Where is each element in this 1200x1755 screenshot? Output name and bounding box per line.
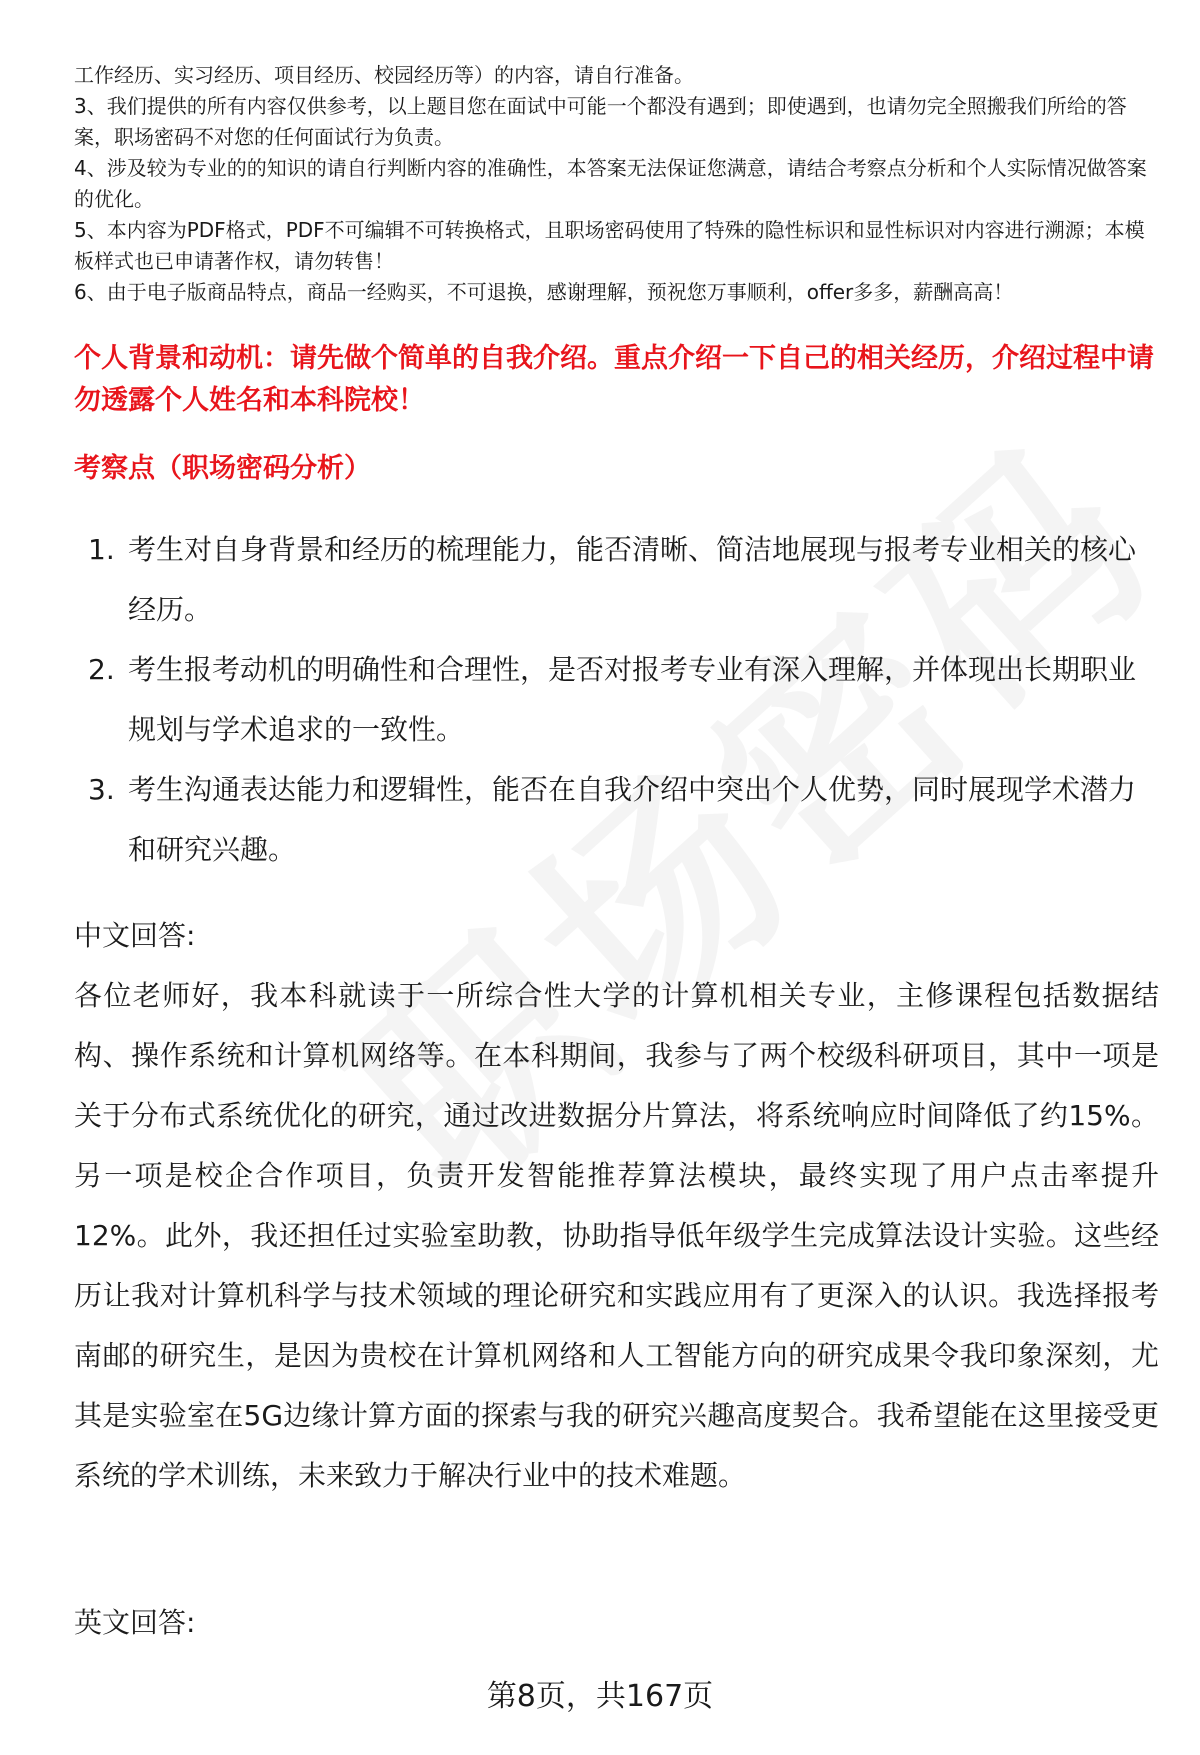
point-text: 考生对自身背景和经历的梳理能力，能否清晰、简洁地展现与报考专业相关的核心经历。 (128, 533, 1137, 626)
notice-item: 工作经历、实习经历、项目经历、校园经历等）的内容，请自行准备。 (74, 63, 694, 87)
notice-item: 4、涉及较为专业的的知识的请自行判断内容的准确性，本答案无法保证您满意，请结合考察点分析和个人实际情况做答案的优化。 (74, 156, 1147, 211)
answer-cn-text: 各位老师好，我本科就读于一所综合性大学的计算机相关专业，主修课程包括数据结构、操作系统和计算机网络等。在本科期间，我参与了两个校级科研项目，其中一项是关于分布式系统优化的研究，通过改进数据分片算法，将系统响应时间降低了约15%。另一项是校企合作项目，负责开发智能推荐算法模块，最终实现了用户点击率提升12%。此外，我还担任过实验室助教，协助指导低年级学生完成算法设计实验。这些经历让我对计算机科学与技术领域的理论研究和实践应用有了更深入的认识。我选择报考南邮的研究生，是因为贵校在计算机网络和人工智能方向的研究成果令我印象深刻，尤其是实验室在5G边缘计算方面的探索与我的研究兴趣高度契合。我希望能在这里接受更系统的学术训练，未来致力于解决行业中的技术难题。 (74, 979, 1159, 1492)
point-number: 3. (88, 773, 115, 806)
question-heading: 个人背景和动机：请先做个简单的自我介绍。重点介绍一下自己的相关经历，介绍过程中请勿透露个人姓名和本科院校！ (74, 343, 1154, 416)
point-text: 考生报考动机的明确性和合理性，是否对报考专业有深入理解，并体现出长期职业规划与学术追求的一致性。 (128, 653, 1137, 746)
notice-item: 6、由于电子版商品特点，商品一经购买，不可退换，感谢理解，预祝您万事顺利，offer多多，薪酬高高！ (74, 280, 1014, 304)
page-footer: 第8页，共167页 (486, 1679, 714, 1714)
point-item (74, 520, 1154, 640)
point-number: 2. (88, 653, 115, 686)
points-list (74, 520, 1154, 880)
answer-cn-label: 中文回答: (74, 919, 196, 952)
points-title: 考察点（职场密码分析） (74, 453, 371, 484)
answer-en-label: 英文回答: (74, 1606, 196, 1639)
notice-item: 5、本内容为PDF格式，PDF不可编辑不可转换格式，且职场密码使用了特殊的隐性标识和显性标识对内容进行溯源；本模板样式也已申请著作权，请勿转售！ (74, 218, 1145, 273)
point-number: 1. (88, 533, 115, 566)
notice-list (74, 60, 1154, 308)
notice-item: 3、我们提供的所有内容仅供参考，以上题目您在面试中可能一个都没有遇到；即使遇到，也请勿完全照搬我们所给的答案，职场密码不对您的任何面试行为负责。 (74, 94, 1127, 149)
point-item (74, 760, 1154, 880)
point-text: 考生沟通表达能力和逻辑性，能否在自我介绍中突出个人优势，同时展现学术潜力和研究兴趣。 (128, 773, 1137, 866)
point-item (74, 640, 1154, 760)
